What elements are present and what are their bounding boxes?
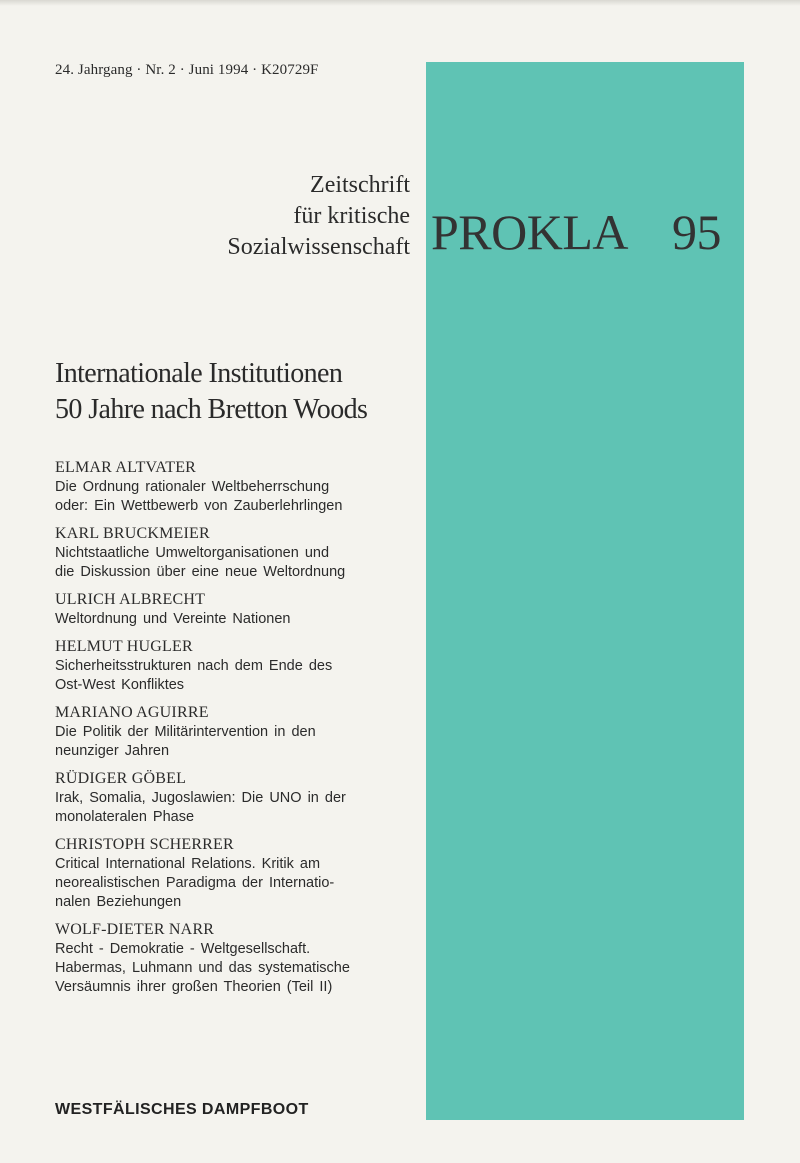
entry-article-title (55, 940, 415, 997)
theme-line-1: Internationale Institutionen (55, 358, 343, 389)
article-title-line: monolateralen Phase (55, 809, 195, 825)
entry-article-title (55, 478, 415, 516)
journal-subtitle (227, 170, 410, 263)
article-title-line: Ost-West Konfliktes (55, 677, 185, 693)
article-title-line: neorealistischen Paradigma der Internatio- (55, 875, 335, 891)
contents-entry (55, 637, 415, 695)
contents-entry (55, 835, 415, 912)
entry-author: KARL BRUCKMEIER (55, 525, 210, 542)
entry-author: MARIANO AGUIRRE (55, 704, 209, 721)
issue-number: 95 (672, 204, 722, 260)
article-title-line: Weltordnung und Vereinte Nationen (55, 611, 291, 627)
article-title-line: Critical International Relations. Kritik am (55, 856, 321, 872)
contents-entry (55, 920, 415, 997)
entry-author: CHRISTOPH SCHERRER (55, 836, 234, 853)
entry-author: ULRICH ALBRECHT (55, 591, 206, 608)
journal-title: PROKLA (431, 204, 629, 260)
subtitle-line-3: Sozialwissenschaft (227, 234, 410, 260)
contents-entry (55, 703, 415, 761)
article-title-line: Die Ordnung rationaler Weltbeherrschung (55, 479, 330, 495)
entry-author: RÜDIGER GÖBEL (55, 770, 187, 787)
entry-article-title (55, 723, 415, 761)
entry-article-title (55, 789, 415, 827)
article-title-line: neunziger Jahren (55, 743, 170, 759)
subtitle-line-2: für kritische (293, 203, 410, 229)
article-title-line: die Diskussion über eine neue Weltordnung (55, 564, 346, 580)
entry-article-title (55, 610, 415, 629)
entry-article-title (55, 855, 415, 912)
entry-author: ELMAR ALTVATER (55, 459, 197, 476)
subtitle-line-1: Zeitschrift (310, 172, 410, 198)
article-title-line: Versäumnis ihrer großen Theorien (Teil II) (55, 979, 333, 995)
article-title-line: oder: Ein Wettbewerb von Zauberlehrlingen (55, 498, 343, 514)
issue-theme (55, 356, 367, 428)
entry-article-title (55, 544, 415, 582)
article-title-line: nalen Beziehungen (55, 894, 182, 910)
contents-entry (55, 524, 415, 582)
article-title-line: Recht - Demokratie - Weltgesellschaft. (55, 941, 311, 957)
contents-entry (55, 769, 415, 827)
contents-entry (55, 458, 415, 516)
article-title-line: Die Politik der Militärintervention in den (55, 724, 316, 740)
issue-line: 24. Jahrgang · Nr. 2 · Juni 1994 · K20729F (55, 62, 319, 78)
table-of-contents (55, 458, 415, 1005)
entry-author: HELMUT HUGLER (55, 638, 193, 655)
masthead (431, 203, 721, 261)
article-title-line: Habermas, Luhmann und das systematische (55, 960, 350, 976)
theme-line-2: 50 Jahre nach Bretton Woods (55, 394, 368, 425)
page-edge (0, 0, 800, 6)
article-title-line: Irak, Somalia, Jugoslawien: Die UNO in der (55, 790, 346, 806)
entry-author: WOLF-DIETER NARR (55, 921, 215, 938)
article-title-line: Sicherheitsstrukturen nach dem Ende des (55, 658, 333, 674)
publisher: WESTFÄLISCHES DAMPFBOOT (55, 1101, 309, 1118)
article-title-line: Nichtstaatliche Umweltorganisationen und (55, 545, 330, 561)
contents-entry (55, 590, 415, 629)
entry-article-title (55, 657, 415, 695)
